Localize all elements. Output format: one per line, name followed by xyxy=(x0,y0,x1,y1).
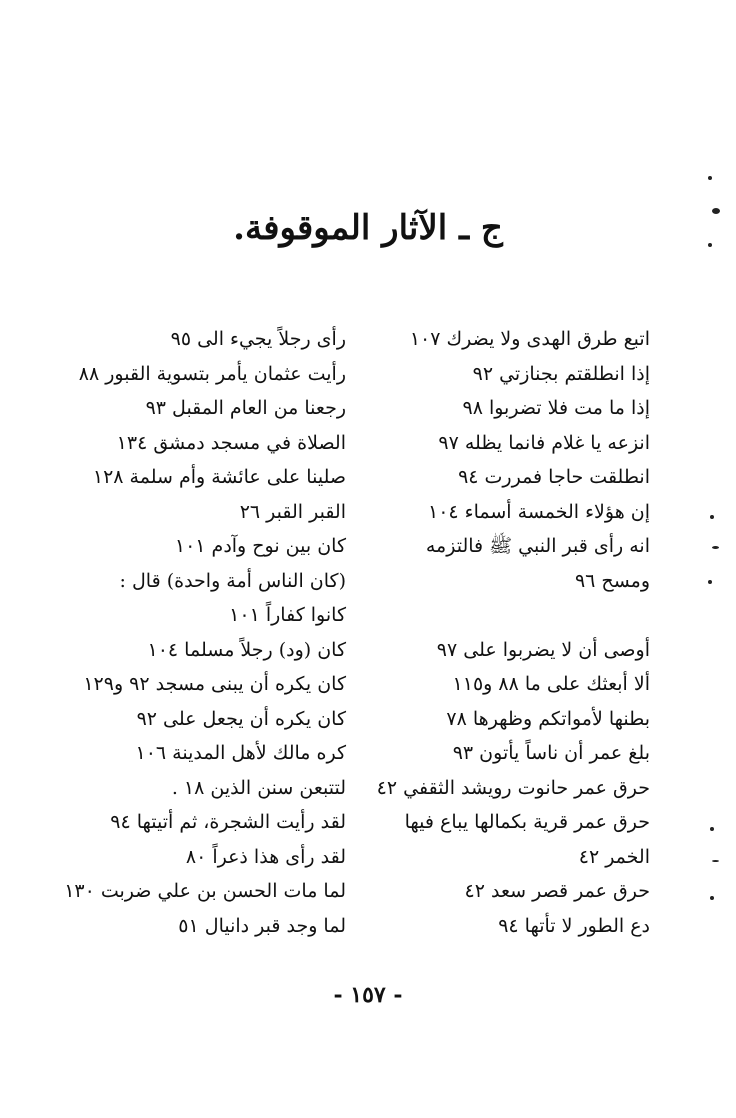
index-entry: كان (ود) رجلاً مسلما ١٠٤ xyxy=(147,638,346,661)
index-entry: بلغ عمر أن ناساً يأتون ٩٣ xyxy=(452,742,650,764)
index-entry: أوصى أن لا يضربوا على ٩٧ xyxy=(436,638,650,661)
scan-speck xyxy=(712,860,719,862)
scan-speck xyxy=(710,515,714,519)
index-entry: رأيت عثمان يأمر بتسوية القبور ٨٨ xyxy=(78,362,346,385)
index-entry: حرق عمر قرية بكمالها يباع فيها الخمر ٤٢ xyxy=(404,811,650,868)
index-entry: لقد رأى هذا ذعراً ٨٠ xyxy=(185,845,346,868)
index-entry: لما وجد قبر دانيال ٥١ xyxy=(178,914,346,937)
index-entry: لقد رأيت الشجرة، ثم أتيتها ٩٤ xyxy=(110,811,346,833)
index-entry: انه رأى قبر النبي ﷺ فالتزمه ومسح ٩٦ xyxy=(425,535,650,592)
index-entry: كره مالك لأهل المدينة ١٠٦ xyxy=(135,742,346,764)
scan-speck xyxy=(710,896,714,900)
scan-speck xyxy=(712,208,720,214)
index-entry: صلينا على عائشة وأم سلمة ١٢٨ xyxy=(92,466,346,488)
page-number: - ١٥٧ - xyxy=(333,982,403,1008)
index-entry: كان بين نوح وآدم ١٠١ xyxy=(174,535,346,557)
index-entry: دع الطور لا تأتها ٩٤ xyxy=(498,914,650,937)
index-entry: إذا ما مت فلا تضربوا ٩٨ xyxy=(462,397,650,419)
index-entry: انطلقت حاجا فمررت ٩٤ xyxy=(458,466,650,488)
index-entry: بطنها لأمواتكم وظهرها ٧٨ xyxy=(446,707,650,730)
page-title: ج ـ الآثار الموقوفة. xyxy=(233,208,503,248)
index-column-left xyxy=(64,322,346,943)
scan-speck xyxy=(708,243,712,247)
scan-speck xyxy=(708,176,712,180)
index-entry: إذا انطلقتم بجنازتي ٩٢ xyxy=(472,362,650,385)
index-entry: القبر القبر ٢٦ xyxy=(239,500,346,523)
index-entry: لتتبعن سنن الذين ١٨ . xyxy=(171,776,346,799)
index-entry: الصلاة في مسجد دمشق ١٣٤ xyxy=(116,431,346,454)
index-entry: ألا أبعثك على ما ٨٨ و١١٥ xyxy=(452,673,650,695)
index-entry: رجعنا من العام المقبل ٩٣ xyxy=(145,397,346,419)
scan-speck xyxy=(708,580,712,584)
index-entry: كان يكره أن يجعل على ٩٢ xyxy=(136,707,346,730)
index-entry: (كان الناس أمة واحدة) قال : كانوا كفاراً ١٠١ xyxy=(119,569,346,626)
scan-speck xyxy=(712,546,719,549)
index-entry: اتبع طرق الهدى ولا يضرك ١٠٧ xyxy=(409,328,650,350)
index-entry: إن هؤلاء الخمسة أسماء ١٠٤ xyxy=(428,500,650,523)
index-column-right xyxy=(350,322,650,943)
index-entry: حرق عمر قصر سعد ٤٢ xyxy=(464,880,650,902)
index-entry: لما مات الحسن بن علي ضربت ١٣٠ xyxy=(64,880,346,902)
index-entry: رأى رجلاً يجيء الى ٩٥ xyxy=(170,328,346,350)
scan-speck xyxy=(710,827,714,831)
index-entry: حرق عمر حانوت رويشد الثقفي ٤٢ xyxy=(376,776,650,799)
index-entry: كان يكره أن يبنى مسجد ٩٢ و١٢٩ xyxy=(83,673,346,695)
index-entry: انزعه يا غلام فانما يظله ٩٧ xyxy=(438,431,650,454)
